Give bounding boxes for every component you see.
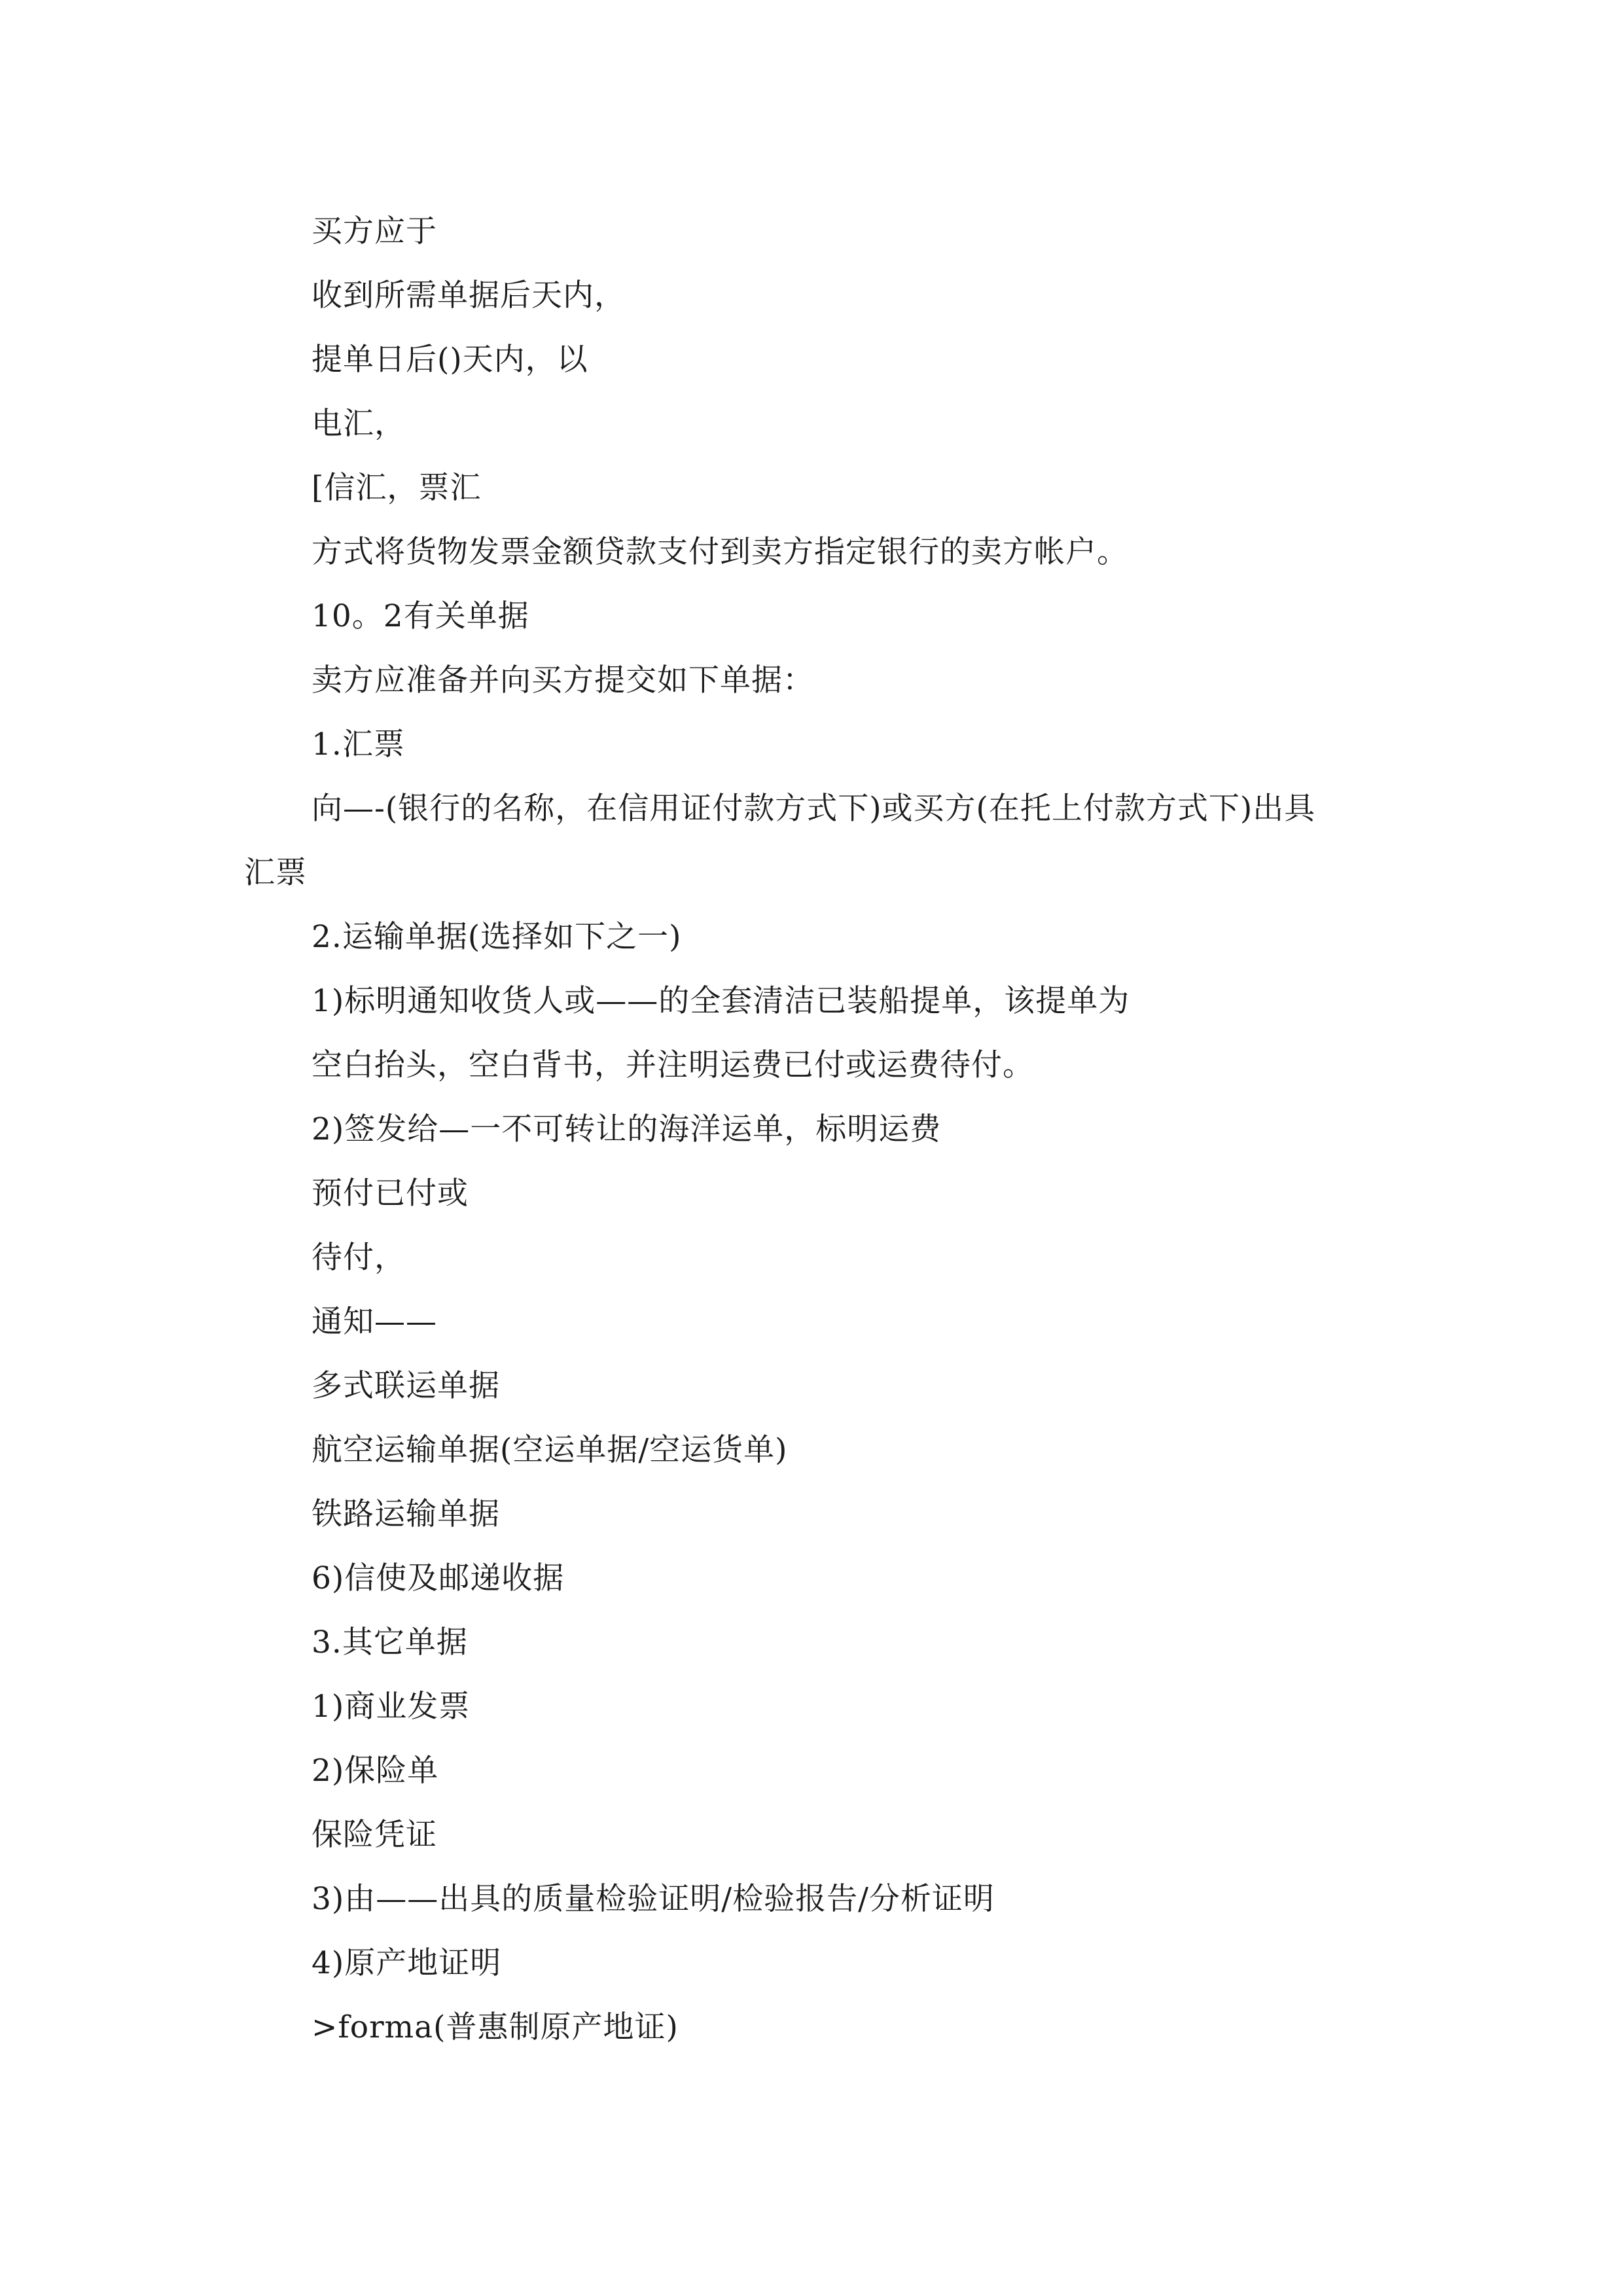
text-line: 方式将货物发票金额贷款支付到卖方指定银行的卖方帐户。 (312, 534, 1128, 570)
list-item: 3.其它单据 (312, 1624, 468, 1660)
sub-list-item: 1)标明通知收货人或——的全套清洁已装船提单，该提单为 (312, 983, 1130, 1019)
text-line: 多式联运单据 (312, 1368, 500, 1404)
text-line: 买方应于 (312, 213, 437, 249)
text-line: 电汇， (312, 406, 406, 442)
text-line: 航空运输单据(空运单据/空运货单) (312, 1432, 788, 1468)
text-line: 待付， (312, 1240, 406, 1276)
sub-list-item: 2)保险单 (312, 1753, 439, 1789)
text-line: 铁路运输单据 (312, 1496, 500, 1532)
text-line: 预付已付或 (312, 1175, 469, 1211)
sub-list-item: 3)由——出具的质量检验证明/检验报告/分析证明 (312, 1881, 995, 1917)
text-line-continuation: 汇票 (244, 855, 307, 891)
text-line: [信汇，票汇 (312, 470, 482, 506)
document-body (244, 200, 1396, 2060)
section-heading: 10。2有关单据 (312, 598, 529, 634)
text-line: 向—-(银行的名称，在信用证付款方式下)或买方(在托上付款方式下)出具 (312, 791, 1316, 827)
text-line: >forma(普惠制原产地证) (312, 2009, 679, 2045)
sub-list-item: 2)签发给—一不可转让的海洋运单，标明运费 (312, 1111, 942, 1147)
list-item: 2.运输单据(选择如下之一) (312, 919, 682, 955)
text-line: 收到所需单据后天内， (312, 278, 626, 314)
text-line: 空白抬头，空白背书，并注明运费已付或运费待付。 (312, 1047, 1034, 1083)
text-line: 通知—— (312, 1304, 437, 1340)
text-line: 提单日后()天内，以 (312, 342, 588, 378)
sub-list-item: 6)信使及邮递收据 (312, 1560, 565, 1596)
list-item: 1.汇票 (312, 726, 405, 762)
text-line: 卖方应准备并向买方提交如下单据： (312, 662, 814, 698)
sub-list-item: 4)原产地证明 (312, 1945, 502, 1981)
sub-list-item: 1)商业发票 (312, 1689, 471, 1725)
text-line: 保险凭证 (312, 1817, 437, 1853)
